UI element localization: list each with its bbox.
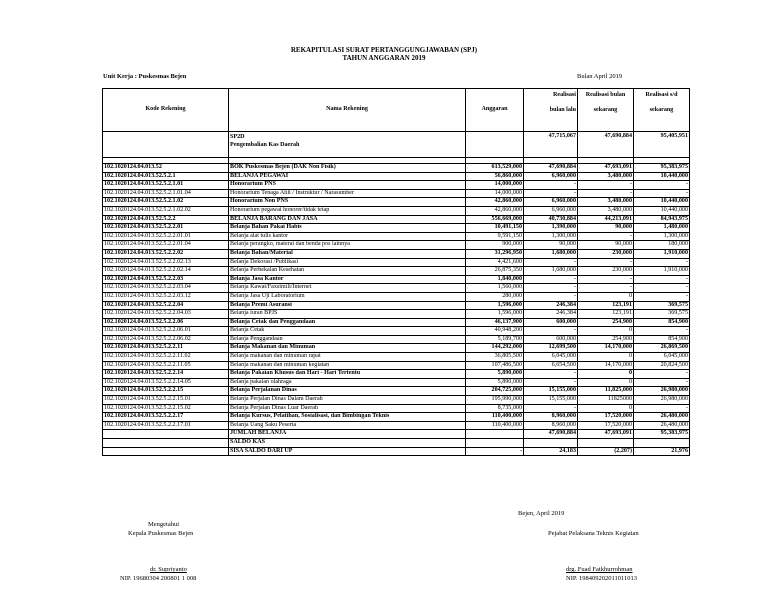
row-realisasi-sekarang: 230,000 — [578, 267, 634, 276]
table-row — [103, 327, 690, 336]
sp2d-sekarang: 47,690,884 — [578, 132, 634, 158]
row-kode: 102.1020124.04.013.52.5.2.2.11 — [103, 344, 229, 353]
row-kode: 102.1020124.04.013.52.5.2.2.14.05 — [103, 378, 229, 387]
sisa-sd: 21,976 — [634, 447, 690, 456]
row-realisasi-sekarang: 123,191 — [578, 310, 634, 319]
doc-title: REKAPITULASI SURAT PERTANGGUNGJAWABAN (SPJ) — [290, 46, 478, 54]
table-row — [103, 284, 690, 293]
row-kode: 102.1020124.04.013.52.5.2.2.01 — [103, 224, 229, 233]
row-realisasi-lalu: 6,045,000 — [524, 353, 578, 362]
row-anggaran: 42,860,000 — [466, 198, 524, 207]
row-anggaran: 31,296,950 — [466, 249, 524, 258]
row-nama: Belanja iuran BPJS — [229, 310, 466, 319]
row-realisasi-lalu: - — [524, 378, 578, 387]
row-realisasi-sd: - — [634, 284, 690, 293]
row-nama: Belanja alat tulis kantor — [229, 232, 466, 241]
row-realisasi-sd: - — [634, 327, 690, 336]
row-nama: Belanja Perbekalan Kesehatan — [229, 267, 466, 276]
table-row — [103, 396, 690, 405]
row-kode: 102.1020124.04.013.52.5.2.2.11.05 — [103, 361, 229, 370]
sisa-lalu: 24,183 — [524, 447, 578, 456]
row-realisasi-lalu: 1,300,000 — [524, 232, 578, 241]
row-anggaran: 1,560,000 — [466, 284, 524, 293]
row-realisasi-sekarang: 17,520,000 — [578, 421, 634, 430]
header-row — [103, 89, 690, 132]
row-realisasi-sd: 26,980,000 — [634, 387, 690, 396]
row-kode: 102.1020124.04.013.52.5.2.2.02 — [103, 249, 229, 258]
row-realisasi-sekarang: 11,825,000 — [578, 387, 634, 396]
row-anggaran: 36,805,500 — [466, 353, 524, 362]
row-realisasi-sd: 10,440,000 — [634, 206, 690, 215]
row-realisasi-sekarang: 90,000 — [578, 224, 634, 233]
header-realisasi-lalu-2: bulan lalu — [549, 107, 576, 113]
table-row — [103, 370, 690, 379]
header-realisasi-sd — [634, 89, 690, 132]
sisa-label: SISA SALDO DARI UP — [229, 447, 466, 456]
saldo-label: SALDO KAS — [229, 439, 466, 448]
row-realisasi-sd: - — [634, 181, 690, 190]
row-anggaran: 204,725,000 — [466, 387, 524, 396]
row-realisasi-sekarang: 3,480,000 — [578, 172, 634, 181]
row-nama: Belanja Perjalan Dinas Luar Daerah — [229, 404, 466, 413]
sp2d-label-2: Pengembalian Kas Daerah — [230, 142, 300, 148]
row-kode: 102.1020124.04.013.52.5.2.1 — [103, 172, 229, 181]
row-realisasi-sd: 369,575 — [634, 310, 690, 319]
row-nama: BOK Puskesmas Bejen (DAK Non Fisik) — [229, 164, 466, 173]
table-row — [103, 292, 690, 301]
row-nama: Belanja Kawat/Faxsimili/Internet — [229, 284, 466, 293]
row-anggaran: 40,948,200 — [466, 327, 524, 336]
row-realisasi-sekarang: - — [578, 284, 634, 293]
row-anggaran: 613,529,000 — [466, 164, 524, 173]
row-realisasi-sekarang: 254,900 — [578, 318, 634, 327]
row-nama: Belanja Penggandaan — [229, 335, 466, 344]
row-kode: 102.1020124.04.013.52.5.2.1.01 — [103, 181, 229, 190]
row-anggaran: 110,400,000 — [466, 413, 524, 422]
row-anggaran: 900,000 — [466, 241, 524, 250]
row-realisasi-sekarang: 0 — [578, 353, 634, 362]
row-anggaran: 14,000,000 — [466, 189, 524, 198]
header-realisasi-sekarang-2: sekarang — [593, 107, 618, 113]
row-realisasi-sd: 1,910,000 — [634, 267, 690, 276]
footer-pejabat: Pejabat Pelaksana Teknis Kegiatan — [548, 530, 639, 537]
row-kode: 102.1020124.04.013.52.5.2.2.15 — [103, 387, 229, 396]
row-anggaran: 280,000 — [466, 292, 524, 301]
row-realisasi-sd: 180,000 — [634, 241, 690, 250]
row-realisasi-sekarang: 3,480,000 — [578, 206, 634, 215]
jumlah-label: JUMLAH BELANJA — [229, 430, 466, 439]
row-anggaran: 556,669,000 — [466, 215, 524, 224]
row-kode: 102.1020124.04.013.52.5.2.2.06 — [103, 318, 229, 327]
row-realisasi-lalu: 6,960,000 — [524, 206, 578, 215]
saldo-row — [103, 439, 690, 448]
row-realisasi-sd: - — [634, 258, 690, 267]
row-nama: Belanja Premi Asuransi — [229, 301, 466, 310]
row-realisasi-sd: 10,440,000 — [634, 172, 690, 181]
row-anggaran: 107,486,500 — [466, 361, 524, 370]
table-row — [103, 241, 690, 250]
row-kode: 102.1020124.04.013.52 — [103, 164, 229, 173]
table-row — [103, 318, 690, 327]
row-nama: Belanja makanan dan minuman kegiatan — [229, 361, 466, 370]
sisa-row — [103, 447, 690, 456]
row-realisasi-lalu: - — [524, 370, 578, 379]
row-realisasi-sd: - — [634, 189, 690, 198]
row-anggaran: 110,400,000 — [466, 421, 524, 430]
row-realisasi-sekarang: 3,480,000 — [578, 198, 634, 207]
row-anggaran: 8,735,000 — [466, 404, 524, 413]
row-nama: Belanja Perjalan Dinas Dalam Daerah — [229, 396, 466, 405]
row-realisasi-sekarang: 17,520,000 — [578, 413, 634, 422]
header-realisasi-lalu-1: Realisasi — [552, 92, 576, 98]
row-realisasi-sd: 95,383,975 — [634, 164, 690, 173]
row-realisasi-lalu: - — [524, 181, 578, 190]
row-realisasi-sekarang: 14,170,000 — [578, 361, 634, 370]
row-nama: Belanja pakaian olahraga — [229, 378, 466, 387]
row-realisasi-sd: - — [634, 404, 690, 413]
row-realisasi-lalu: 1,390,000 — [524, 224, 578, 233]
row-kode: 102.1020124.04.013.52.5.2.2.03.12 — [103, 292, 229, 301]
table-row — [103, 361, 690, 370]
jumlah-sekarang: 47,693,091 — [578, 430, 634, 439]
row-kode: 102.1020124.04.013.52.5.2.2.17 — [103, 413, 229, 422]
signatory-name-2: drg. Fuad Fatkhurrohman — [566, 566, 633, 573]
row-realisasi-sekarang: 0 — [578, 378, 634, 387]
row-realisasi-sekarang: 123,191 — [578, 301, 634, 310]
sp2d-lalu: 47,715,067 — [524, 132, 578, 158]
footer-date: Bejen, April 2019 — [518, 510, 565, 517]
row-realisasi-sd: - — [634, 370, 690, 379]
header-nama: Nama Rekening — [229, 89, 466, 132]
row-realisasi-lalu: - — [524, 292, 578, 301]
row-realisasi-sd: 854,900 — [634, 335, 690, 344]
header-realisasi-sd-2: sekarang — [649, 107, 674, 113]
table-row — [103, 215, 690, 224]
row-realisasi-sd: 26,480,000 — [634, 413, 690, 422]
footer-kepala: Kepala Puskesmas Bejen — [128, 530, 194, 537]
row-realisasi-sekarang: 0 — [578, 327, 634, 336]
row-nama: Belanja Pakaian Khusus dan Hari - Hari Tertentu — [229, 370, 466, 379]
row-kode: 102.1020124.04.013.52.5.2.2.01.01 — [103, 232, 229, 241]
row-kode: 102.1020124.04.013.52.5.2.2 — [103, 215, 229, 224]
row-anggaran: 1,596,000 — [466, 310, 524, 319]
row-realisasi-lalu: 600,000 — [524, 335, 578, 344]
row-anggaran: 56,860,000 — [466, 172, 524, 181]
row-realisasi-lalu: 47,690,884 — [524, 164, 578, 173]
row-realisasi-sd: 369,575 — [634, 301, 690, 310]
header-realisasi-lalu — [524, 89, 578, 132]
row-anggaran: 42,860,000 — [466, 206, 524, 215]
row-kode: 102.1020124.04.013.52.5.2.2.06.02 — [103, 335, 229, 344]
row-nama: Belanja Cetak dan Penggandaan — [229, 318, 466, 327]
header-realisasi-sekarang-1: Realisasi bulan — [585, 92, 626, 98]
table-row — [103, 189, 690, 198]
row-anggaran: 1,840,000 — [466, 275, 524, 284]
signatory-name-1: dr. Supriyanto — [150, 566, 187, 573]
table-row — [103, 344, 690, 353]
row-realisasi-lalu: 40,730,884 — [524, 215, 578, 224]
table-row — [103, 378, 690, 387]
row-kode: 102.1020124.04.013.52.5.2.2.11.02 — [103, 353, 229, 362]
row-nama: Belanja Jasa Kantor — [229, 275, 466, 284]
row-realisasi-sekarang: 230,000 — [578, 249, 634, 258]
table-row — [103, 275, 690, 284]
row-realisasi-lalu: 6,960,000 — [524, 172, 578, 181]
row-realisasi-sekarang: - — [578, 181, 634, 190]
row-realisasi-sekarang: 11825000 — [578, 396, 634, 405]
jumlah-sd: 95,383,975 — [634, 430, 690, 439]
row-kode: 102.1020124.04.013.52.5.2.2.06.01 — [103, 327, 229, 336]
row-kode: 102.1020124.04.013.52.5.2.1.01.04 — [103, 189, 229, 198]
table-row — [103, 310, 690, 319]
row-nama: Honorarium Tenaga Ahli / Instruktur / Narasumber — [229, 189, 466, 198]
row-realisasi-lalu: 8,960,000 — [524, 421, 578, 430]
row-anggaran: 9,591,150 — [466, 232, 524, 241]
row-nama: Belanja Perjalanan Dinas — [229, 387, 466, 396]
row-anggaran: 14,000,000 — [466, 181, 524, 190]
row-kode: 102.1020124.04.013.52.5.2.2.03 — [103, 275, 229, 284]
row-realisasi-sekarang: - — [578, 189, 634, 198]
row-kode: 102.1020124.04.013.52.5.2.2.02.14 — [103, 267, 229, 276]
table-row — [103, 232, 690, 241]
sp2d-label — [229, 132, 466, 158]
row-realisasi-lalu: - — [524, 189, 578, 198]
row-kode: 102.1020124.04.013.52.5.2.2.04.03 — [103, 310, 229, 319]
sisa-anggaran: - — [466, 447, 524, 456]
row-realisasi-sekarang: 0 — [578, 370, 634, 379]
row-realisasi-sekarang: 0 — [578, 292, 634, 301]
row-realisasi-sd: 26,869,500 — [634, 344, 690, 353]
doc-subtitle: TAHUN ANGGARAN 2019 — [342, 54, 426, 62]
row-realisasi-lalu: 246,384 — [524, 310, 578, 319]
table-row — [103, 198, 690, 207]
row-nama: Honorarium Non PNS — [229, 198, 466, 207]
header-realisasi-sd-1: Realisasi s/d — [645, 92, 678, 98]
row-nama: Belanja Jasa Uji Laboratorium — [229, 292, 466, 301]
row-realisasi-sd: 854,900 — [634, 318, 690, 327]
table-row — [103, 404, 690, 413]
row-realisasi-sd: 1,480,000 — [634, 224, 690, 233]
header-kode: Kode Rekening — [103, 89, 229, 132]
row-nama: Belanja Uang Saku Peserta — [229, 421, 466, 430]
row-realisasi-sekarang: 254,900 — [578, 335, 634, 344]
row-realisasi-lalu: 15,155,000 — [524, 396, 578, 405]
row-nama: Belanja Kursus, Pelatihan, Sosialisasi, dan Bimbingan Teknis — [229, 413, 466, 422]
row-nama: Belanja makanan dan minuman rapat — [229, 353, 466, 362]
row-kode: 102.1020124.04.013.52.5.2.2.02.13 — [103, 258, 229, 267]
row-nama: Belanja Dekorasi /Publikasi — [229, 258, 466, 267]
table-row — [103, 224, 690, 233]
table-row — [103, 413, 690, 422]
row-realisasi-sd: 1,300,000 — [634, 232, 690, 241]
signatory-nip-1: NIP. 19680304 200801 1 008 — [120, 575, 197, 582]
table-row — [103, 249, 690, 258]
row-realisasi-sekarang: 90,000 — [578, 241, 634, 250]
row-realisasi-lalu: 6,960,000 — [524, 198, 578, 207]
jumlah-lalu: 47,690,884 — [524, 430, 578, 439]
row-realisasi-sd: - — [634, 378, 690, 387]
header-realisasi-sekarang — [578, 89, 634, 132]
row-realisasi-sd: 10,440,000 — [634, 198, 690, 207]
row-realisasi-sekarang: 47,693,091 — [578, 164, 634, 173]
row-nama: BELANJA BARANG DAN JASA — [229, 215, 466, 224]
row-realisasi-lalu: 246,384 — [524, 301, 578, 310]
row-realisasi-lalu: 12,699,500 — [524, 344, 578, 353]
row-nama: Belanja perangko, materai dan benda pos lainnya — [229, 241, 466, 250]
table-row — [103, 387, 690, 396]
row-nama: Honorarium pegawai honorer/tidak tetap — [229, 206, 466, 215]
row-realisasi-lalu: 1,680,000 — [524, 249, 578, 258]
row-realisasi-sekarang: - — [578, 275, 634, 284]
row-realisasi-lalu: - — [524, 275, 578, 284]
row-realisasi-lalu: - — [524, 327, 578, 336]
row-realisasi-sd: 26,980,000 — [634, 396, 690, 405]
spj-table — [102, 88, 690, 456]
row-kode: 102.1020124.04.013.52.5.2.1.02 — [103, 198, 229, 207]
row-realisasi-lalu: 90,000 — [524, 241, 578, 250]
row-anggaran: 10,491,150 — [466, 224, 524, 233]
row-realisasi-sd: 1,910,000 — [634, 249, 690, 258]
table-row — [103, 258, 690, 267]
row-nama: Belanja Makanan dan Minuman — [229, 344, 466, 353]
row-realisasi-sd: - — [634, 275, 690, 284]
row-realisasi-sekarang: - — [578, 258, 634, 267]
row-anggaran: 1,596,000 — [466, 301, 524, 310]
row-anggaran: 5,890,000 — [466, 370, 524, 379]
row-nama: Belanja Cetak — [229, 327, 466, 336]
table-row — [103, 164, 690, 173]
row-anggaran: 5,189,700 — [466, 335, 524, 344]
row-realisasi-sd: 20,824,500 — [634, 361, 690, 370]
table-row — [103, 335, 690, 344]
row-realisasi-sd: - — [634, 292, 690, 301]
row-realisasi-lalu: 6,654,500 — [524, 361, 578, 370]
row-anggaran: 195,990,000 — [466, 396, 524, 405]
row-realisasi-sekarang: - — [578, 232, 634, 241]
sp2d-sd: 95,405,951 — [634, 132, 690, 158]
sisa-sekarang: (2,207) — [578, 447, 634, 456]
row-kode: 102.1020124.04.013.52.5.2.2.04 — [103, 301, 229, 310]
table-row — [103, 353, 690, 362]
row-realisasi-lalu: - — [524, 404, 578, 413]
table-row — [103, 267, 690, 276]
row-nama: BELANJA PEGAWAI — [229, 172, 466, 181]
row-anggaran: 26,875,350 — [466, 267, 524, 276]
footer-mengetahui: Mengetahui — [148, 521, 180, 528]
jumlah-row — [103, 430, 690, 439]
bulan-label: Bulan April 2019 — [577, 73, 623, 80]
row-kode: 102.1020124.04.013.52.5.2.2.01.04 — [103, 241, 229, 250]
row-realisasi-lalu: 1,680,000 — [524, 267, 578, 276]
row-anggaran: 144,292,000 — [466, 344, 524, 353]
table-row — [103, 181, 690, 190]
table-row — [103, 172, 690, 181]
row-realisasi-lalu: - — [524, 284, 578, 293]
row-kode: 102.1020124.04.013.52.5.2.2.14 — [103, 370, 229, 379]
row-realisasi-lalu: 15,155,000 — [524, 387, 578, 396]
table-row — [103, 421, 690, 430]
row-kode: 102.1020124.04.013.52.5.2.2.15.02 — [103, 404, 229, 413]
sp2d-row — [103, 132, 690, 158]
row-anggaran: 46,137,900 — [466, 318, 524, 327]
row-realisasi-sekarang: 44,213,091 — [578, 215, 634, 224]
row-realisasi-sd: 84,943,975 — [634, 215, 690, 224]
row-realisasi-lalu: 8,960,000 — [524, 413, 578, 422]
row-anggaran: 5,890,000 — [466, 378, 524, 387]
row-realisasi-sd: 26,480,000 — [634, 421, 690, 430]
row-kode: 102.1020124.04.013.52.5.2.1.02.02 — [103, 206, 229, 215]
unit-kerja: Unit Kerja : Puskesmas Bejen — [103, 73, 187, 80]
row-kode: 102.1020124.04.013.52.5.2.2.03.04 — [103, 284, 229, 293]
row-nama: Belanja Bahan/Material — [229, 249, 466, 258]
row-realisasi-lalu: - — [524, 258, 578, 267]
sp2d-label-1: SP2D — [230, 134, 245, 140]
row-kode: 102.1020124.04.013.52.5.2.2.17.01 — [103, 421, 229, 430]
row-kode: 102.1020124.04.013.52.5.2.2.15.01 — [103, 396, 229, 405]
header-anggaran: Anggaran — [466, 89, 524, 132]
row-nama: Honorarium PNS — [229, 181, 466, 190]
row-realisasi-sd: 6,045,000 — [634, 353, 690, 362]
table-row — [103, 301, 690, 310]
row-realisasi-lalu: 600,000 — [524, 318, 578, 327]
row-realisasi-sekarang: 14,170,000 — [578, 344, 634, 353]
row-nama: Belanja Bahan Pakai Habis — [229, 224, 466, 233]
table-row — [103, 206, 690, 215]
row-realisasi-sekarang: 0 — [578, 404, 634, 413]
signatory-nip-2: NIP. 198409202011011013 — [566, 575, 638, 582]
row-anggaran: 4,421,600 — [466, 258, 524, 267]
